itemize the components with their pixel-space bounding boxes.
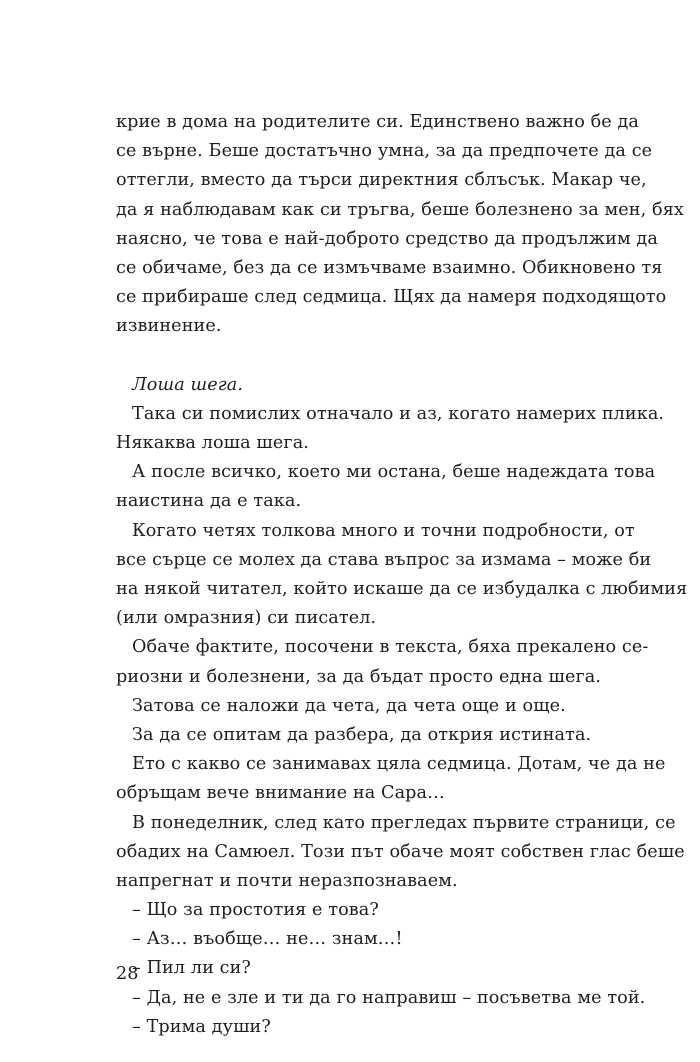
paragraph-line: оттегли, вместо да търси директния сблъсък. Макар че, [116, 170, 647, 191]
paragraph-line: Някаква лоша шега. [116, 433, 309, 454]
paragraph-line: Когато четях толкова много и точни подробности, от [132, 520, 635, 541]
dialogue-line: – Да, не е зле и ти да го направиш – посъветва ме той. [132, 987, 646, 1008]
dialogue-line: – Що за простотия е това? [132, 900, 379, 921]
paragraph-line: риозни и болезнени, за да бъдат просто една шега. [116, 666, 602, 687]
dialogue-line: – Пил ли си? [132, 958, 251, 979]
paragraph-line: наистина да е така. [116, 491, 302, 512]
page-number: 28 [116, 964, 139, 984]
paragraph-line: Обаче фактите, посочени в текста, бяха прекалено се- [132, 637, 649, 658]
paragraph-line: напрегнат и почти неразпознаваем. [116, 870, 458, 891]
dialogue-line: – Трима души? [132, 1016, 271, 1037]
paragraph-line: крие в дома на родителите си. Единствено важно бе да [116, 112, 640, 132]
paragraph-line: да я наблюдавам как си тръгва, беше болезнено за мен, бях [116, 199, 684, 220]
paragraph-line: обръщам вече внимание на Сара… [116, 783, 445, 804]
paragraph-line: Затова се наложи да чета, да чета още и още. [132, 695, 566, 716]
paragraph-line: извинение. [116, 316, 222, 337]
page-body [116, 108, 688, 1042]
paragraph-line: се прибираше след седмица. Щях да намеря подходящото [116, 287, 667, 308]
paragraph-line: на някой читател, който искаше да се избудалка с любимия [116, 579, 688, 599]
italic-heading: Лоша шега. [132, 374, 244, 395]
paragraph-line: А после всичко, което ми остана, беше надеждата това [132, 462, 656, 483]
paragraph-line: Така си помислих отначало и аз, когато намерих плика. [132, 403, 665, 424]
dialogue-line: – Аз… въобще… не… знам…! [132, 929, 403, 950]
paragraph-line: В понеделник, след като прегледах първите страници, се [132, 812, 676, 833]
paragraph-line: обадих на Самюел. Този път обаче моят собствен глас беше [116, 841, 685, 862]
paragraph-line: все сърце се молех да става въпрос за измама – може би [116, 549, 652, 570]
paragraph-line: наясно, че това е най-доброто средство да продължим да [116, 228, 658, 249]
paragraph-line: се обичаме, без да се измъчваме взаимно. Обикновено тя [116, 257, 663, 278]
paragraph-line: За да се опитам да разбера, да открия истината. [132, 724, 592, 745]
section-break [116, 342, 596, 371]
paragraph-line: се върне. Беше достатъчно умна, за да предпочете да се [116, 141, 653, 162]
paragraph-line: (или омразния) си писател. [116, 608, 377, 629]
paragraph-line: Ето с какво се занимавах цяла седмица. Дотам, че да не [132, 754, 666, 775]
